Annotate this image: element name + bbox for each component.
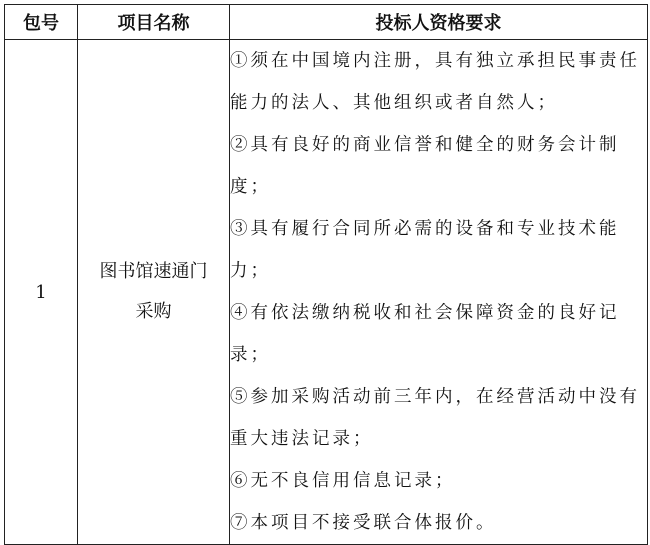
- requirement-item: ③具有履行合同所必需的设备和专业技术能力；: [230, 219, 620, 281]
- qualification-table: [4, 4, 648, 545]
- requirements-cell: [230, 40, 648, 545]
- project-name-line: 图书馆速通门: [99, 261, 208, 282]
- requirement-item: ①须在中国境内注册，具有独立承担民事责任能力的法人、其他组织或者自然人；: [230, 51, 640, 113]
- header-package-no: 包号: [5, 5, 78, 40]
- package-no-cell: 1: [5, 40, 78, 545]
- header-project-name: 项目名称: [78, 5, 230, 40]
- requirement-item: ④有依法缴纳税收和社会保障资金的良好记录；: [230, 303, 620, 365]
- project-name-line: 采购: [135, 301, 172, 322]
- table-header-row: [5, 5, 648, 40]
- requirement-item: ②具有良好的商业信誉和健全的财务会计制度；: [230, 135, 620, 197]
- requirement-item: ⑦本项目不接受联合体报价。: [230, 513, 497, 533]
- project-name-cell: [78, 40, 230, 545]
- requirement-item: ⑥无不良信用信息记录；: [230, 471, 456, 491]
- table-row: [5, 40, 648, 545]
- header-bidder-requirements: 投标人资格要求: [230, 5, 648, 40]
- requirement-item: ⑤参加采购活动前三年内，在经营活动中没有重大违法记录；: [230, 387, 640, 449]
